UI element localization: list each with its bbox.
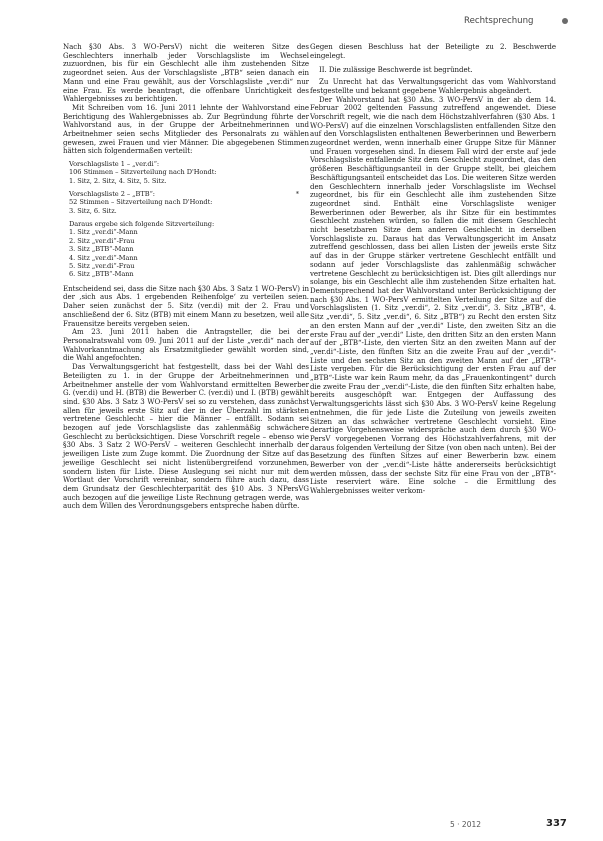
footnote-mark: * [295, 190, 299, 199]
vote-line: 3. Sitz, 6. Sitz. [69, 206, 117, 215]
list-item: 5. Sitz „ver.di“-Frau [69, 261, 135, 270]
section-label: Rechtsprechung [464, 16, 534, 26]
paragraph: Gegen diesen Beschluss hat der Beteiligte zu 2. Beschwerde eingelegt. [310, 42, 556, 60]
page-number: 337 [546, 818, 567, 829]
running-header [444, 14, 584, 30]
vote-line: 106 Stimmen – Sitzverteilung nach D'Hondt: [69, 168, 217, 177]
paragraph: Am 23. Juni 2011 haben die Antragsteller, die bei der Personalratswahl vom 09. Juni 2011 auf der Liste „ver.di“ nach der Wahlvorkanntmachung als Ersatzmitglieder gewählt worden sind, die Wahl angefochten. [63, 327, 309, 363]
paragraph: Der Wahlvorstand hat §30 Abs. 3 WO-PersV in der ab dem 14. Februar 2002 geltenden Fassung zutreffend angewendet. Diese Vorschrift regelt, wie die nach dem Höchstzahlverfahren (§30 Abs. 1 WO-PersV) auf die einzelnen Vorschlagslisten entfallenden Sitze den auf den Vorschlagslisten enthaltenen Bewerberinnen und Bewerbern zugeordnet werden, wenn innerhalb einer Gruppe Sitze für Männer und Frauen vorgesehen sind. In diesem Fall wird der erste auf jede Vorschlagsliste entfallende Sitz dem Geschlecht zugeordnet, das den größeren Beschäftigungsanteil in der Gruppe stellt, bei gleichem Beschäftigungsanteil entscheidet das Los. Die weiteren Sitze werden den Geschlechtern innerhalb jeder Vorschlagsliste im Wechsel zugeordnet, bis für ein Geschlecht alle ihm zustehenden Sitze zugeordnet sind. Enthält eine Vorschlagsliste weniger Bewerberinnen oder Bewerber, als ihr Sitze für ein bestimmtes Geschlecht zustehen würden, so fallen die mit diesem Geschlecht nicht besetzbaren Sitze dem anderen Geschlecht in derselben Vorschlagsliste zu. Daraus hat das Verwaltungsgericht im Ansatz zutreffend geschlossen, dass bei allen Listen der jeweils erste Sitz auf das in der Gruppe stärker vertretene Geschlecht entfällt und sodann auf jeder Vorschlagsliste das zahlenmäßig schwächer vertretene Geschlecht zu berücksichtigen ist. Dies gilt allerdings nur solange, bis ein Geschlecht alle ihm zustehenden Sitze erhalten hat. Dementsprechend hat der Wahlvorstand unter Berücksichtigung der nach §30 Abs. 1 WO-PersV ermittelten Verteilung der Sitze auf die Vorschlagslisten (1. Sitz „ver.di“, 2. Sitz „ver.di“, 3. Sitz „BTB“, 4. Sitz „ver.di“, 5. Sitz „ver.di“, 6. Sitz „BTB“) zu Recht den ersten Sitz an den ersten Mann auf der „ver.di“ Liste, den zweiten Sitz an die erste Frau auf der „ver.di“ Liste, den dritten Sitz an den ersten Mann auf der „BTB“-Liste, den vierten Sitz an den zweiten Mann auf der „ver.di“-Liste, den fünften Sitz an die zweite Frau auf der „ver.di“-Liste und den sechsten Sitz an den zweiten Mann auf der „BTB“-Liste vergeben. Für die Berücksichtigung der ersten Frau auf der „BTB“-Liste war kein Raum mehr, da das „Frauenkontingent“ durch die zweite Frau der „ver.di“-Liste, die den fünften Sitz erhalten habe, bereits ausgeschöpft war. Entgegen der Auffassung des Verwaltungsgerichts lässt sich §30 Abs. 3 WO-PersV keine Regelung entnehmen, die für jede Liste die Zuteilung von jeweils zweiten Sitzen an das schwächer vertretene Geschlecht vorsieht. Eine derartige Vorgehensweise widerspräche auch dem durch §30 WO-PersV vorgegebenen Vorrang des Höchstzahlverfahrens, mit der daraus folgenden Verteilung der Sitze (von oben nach unten). Bei der Besetzung des fünften Sitzes auf einer Bewerberin bzw. einem Bewerber von der „ver.di“-Liste hätte andererseits berücksichtigt werden müssen, dass der sechste Sitz für eine Frau von der „BTB“-Liste reserviert wäre. Eine solche – die Ermittlung des Wahlergebnisses weiter verkom- [310, 94, 556, 496]
vote-label: Vorschlagsliste 1 – „ver.di“: [69, 160, 160, 169]
list-item: 3. Sitz „BTB“-Mann [69, 245, 134, 254]
list-item: 6. Sitz „BTB“-Mann [69, 270, 134, 279]
paragraph: Entscheidend sei, dass die Sitze nach §30 Abs. 3 Satz 1 WO-PersV) in der ‚sich aus Abs. 1 ergebenden Reihenfolge‘ zu verteilen seien. Daher seien zunächst der 5. Sitz (ver.di) mit der 2. Frau und anschließend der 6. Sitz (BTB) mit einem Mann zu besetzen, weil alle Frauensitze bereits vergeben seien. [63, 283, 309, 328]
paragraph: Nach §30 Abs. 3 WO-PersV) nicht die weiteren Sitze des Geschlechters innerhalb jeder Vorschlagsliste im Wechsel zuzuordnen, bis für ein Geschlecht alle ihm zustehenden Sitze zugeordnet seien. Aus der Vorschlagsliste „BTB“ seien danach ein Mann und eine Frau gewählt, aus der Vorschlagsliste „ver.di“ nur eine Frau. Es werde beantragt, die offenbare Unrichtigkeit des Wahlergebnisses zu berichtigen. [63, 42, 309, 104]
vote-block-1 [69, 160, 309, 215]
vote-line: 52 Stimmen – Sitzverteilung nach D'Hondt: [69, 198, 213, 207]
paragraph: Mit Schreiben vom 16. Juni 2011 lehnte der Wahlvorstand eine Berichtigung des Wahlergebnisses ab. Zur Begründung führte der Wahlvorstand aus, in der Gruppe der Arbeitnehmerinnen und Arbeitnehmer seien sechs Mitglieder des Personalrats zu wählen gewesen, zwei Frauen und vier Männer. Die abgegebenen Stimmen hätten sich folgendermaßen verteilt: [63, 102, 309, 156]
page-footer [450, 818, 570, 832]
list-item: 2. Sitz „ver.di“-Frau [69, 236, 135, 245]
bullet-dot-icon [562, 18, 568, 24]
vote-label: Vorschlagsliste 2 – „BTB“: [69, 190, 155, 199]
paragraph: Zu Unrecht hat das Verwaltungsgericht das vom Wahlvorstand festgestellte und bekannt gegebene Wahlergebnis abgeändert. [310, 77, 556, 95]
left-column [63, 43, 309, 511]
right-column [310, 43, 556, 496]
issue-number: 5 · 2012 [450, 820, 482, 829]
list-item: 4. Sitz „ver.di“-Mann [69, 253, 138, 262]
distribution-intro: Daraus ergebe sich folgende Sitzverteilung: [69, 219, 215, 228]
seat-distribution [69, 220, 309, 279]
paragraph: Das Verwaltungsgericht hat festgestellt, dass bei der Wahl des Beteiligten zu 1. in der Gruppe der Arbeitnehmerinnen und Arbeitnehmer anstelle der vom Wahlvorstand ermittelten Bewerber G. (ver.di) und H. (BTB) die Bewerber C. (ver.di) und I. (BTB) gewählt sind. §30 Abs. 3 Satz 3 WO-PersV sei so zu verstehen, dass zunächst allen für jeweils erste Sitz auf der in der Überzahl im stärksten vertretene Geschlecht – hier die Männer – entfällt. Sodann sei bezogen auf jede Vorschlagsliste das zahlenmäßig schwächere Geschlecht zu berücksichtigen. Diese Vorschrift regele – ebenso wie §30 Abs. 3 Satz 2 WO-PersV – weiteren Geschlecht innerhalb der jeweiligen Liste zum Zuge kommt. Die Zuordnung der Sitze auf das jeweilige Geschlecht sei nicht listenübergreifend vorzunehmen, sondern listen für Liste. Diese Auslegung sei nicht nur mit dem Wortlaut der Vorschrift vereinbar, sondern führe auch dazu, dass dem Grundsatz der Geschlechterparität des §10 Abs. 3 NPersVG auch bezogen auf die jeweilige Liste Rechnung getragen werde, was auch dem Willen des Verordnungsgebers entspreche haben dürfte. [63, 362, 309, 511]
vote-line: 1. Sitz, 2. Sitz, 4. Sitz, 5. Sitz. [69, 176, 167, 185]
section-heading: II. Die zulässige Beschwerde ist begründet. [319, 65, 473, 75]
list-item: 1. Sitz „ver.di“-Mann [69, 228, 138, 237]
